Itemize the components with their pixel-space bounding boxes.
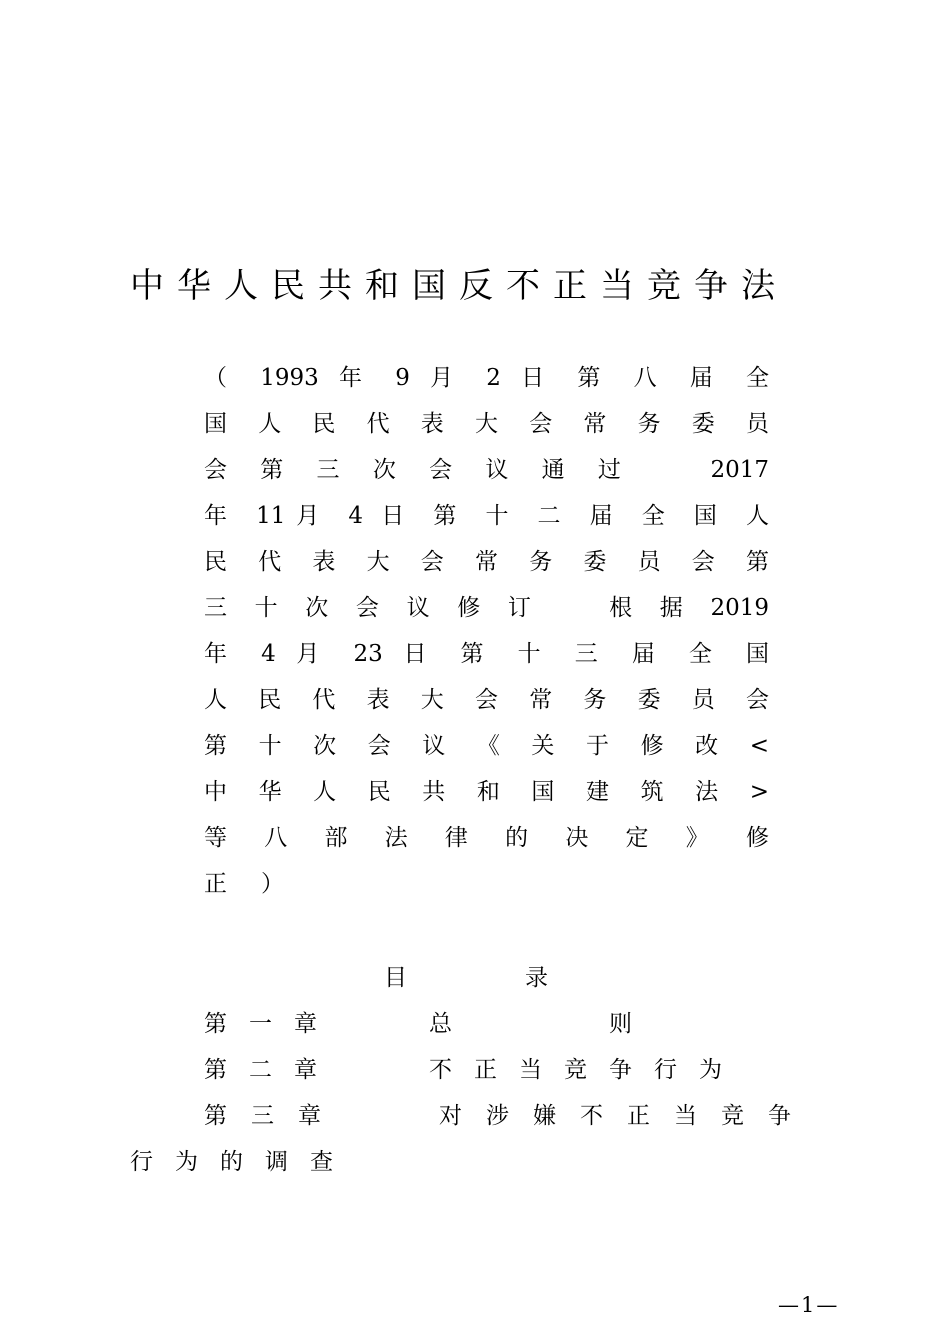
note-line [204,638,769,670]
toc-chapter-2: 第二章 不正当竞争行为 [204,1057,744,1083]
note-text: 年 4 月 23 日 第 十 三 届 全 国 [204,641,769,667]
note-line [204,776,769,808]
note-line [204,454,769,486]
toc-chapter-3: 第三章 对涉嫌不正当竞争 [204,1103,815,1129]
note-line [204,546,769,578]
document-title: 中华人民共和国反不正当竞争法 [130,266,788,306]
note-text: 民 代 表 大 会 常 务 委 员 会 第 [204,549,769,575]
note-line [204,362,769,394]
note-text: 人 民 代 表 大 会 常 务 委 员 会 [204,687,769,713]
note-text: （ 1993 年 9 月 2 日 第 八 届 全 [204,365,769,391]
note-line [204,868,284,900]
note-line [204,730,769,762]
note-line [204,592,769,624]
toc-chapter-3-continued: 行为的调查 [130,1149,355,1175]
toc-chapter-1: 第一章 总 则 [204,1011,654,1037]
note-text: 会 第 三 次 会 议 通 过 2017 [204,457,769,483]
note-text: 国 人 民 代 表 大 会 常 务 委 员 [204,411,769,437]
note-text: 三 十 次 会 议 修 订 根 据 2019 [204,595,769,621]
note-line [204,822,769,854]
toc-heading-right: 录 [525,965,548,991]
note-text: 中 华 人 民 共 和 国 建 筑 法 > [204,779,769,805]
note-text: 第 十 次 会 议 《 关 于 修 改 < [204,733,769,759]
note-text: 年 11月 4 日 第 十 二 届 全 国 人 [204,503,769,529]
note-text: 等 八 部 法 律 的 决 定 》 修 [204,825,769,851]
note-line [204,684,769,716]
note-line [204,500,769,532]
note-text: 正 ） [204,871,284,897]
note-line [204,408,769,440]
toc-heading-left: 目 [384,965,407,991]
page-number: —1— [778,1293,840,1317]
toc-heading [384,962,548,994]
